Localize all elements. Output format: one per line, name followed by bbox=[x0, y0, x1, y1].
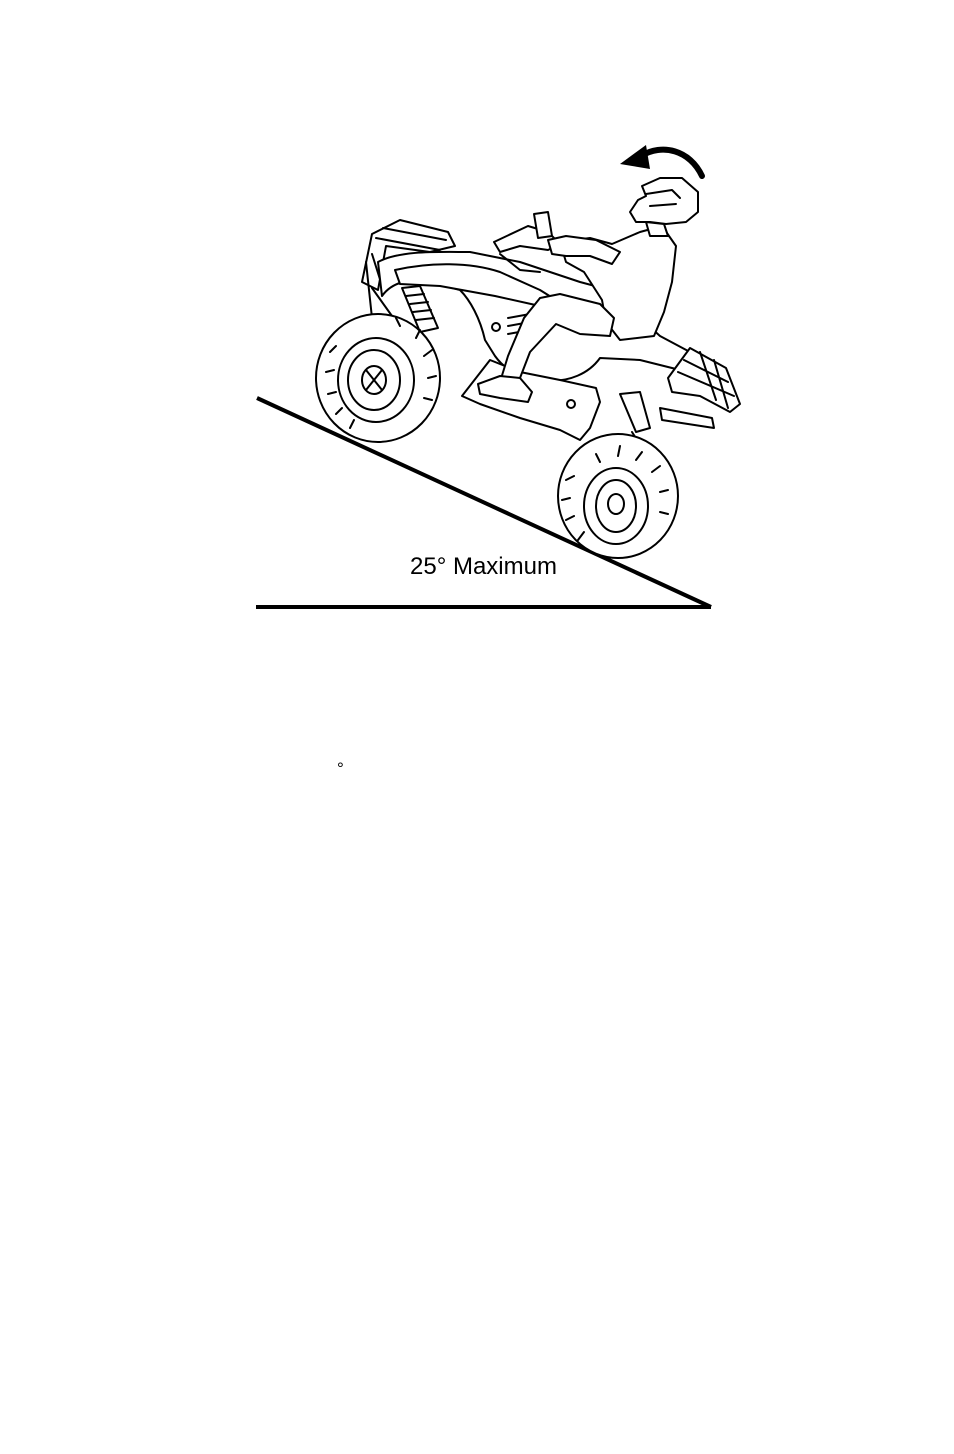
degree-mark: ° bbox=[337, 759, 344, 778]
panel-bolt bbox=[567, 400, 575, 408]
rider-helmet bbox=[630, 178, 698, 224]
rider-neck bbox=[646, 222, 668, 236]
front-bumper bbox=[660, 408, 714, 428]
panel-bolt bbox=[492, 323, 500, 331]
front-wheel bbox=[558, 434, 678, 558]
atv-rider-icon bbox=[316, 178, 740, 558]
slope-angle-label: 25° Maximum bbox=[410, 553, 557, 580]
rotation-arrow-icon bbox=[620, 145, 702, 176]
rear-wheel bbox=[316, 314, 440, 442]
